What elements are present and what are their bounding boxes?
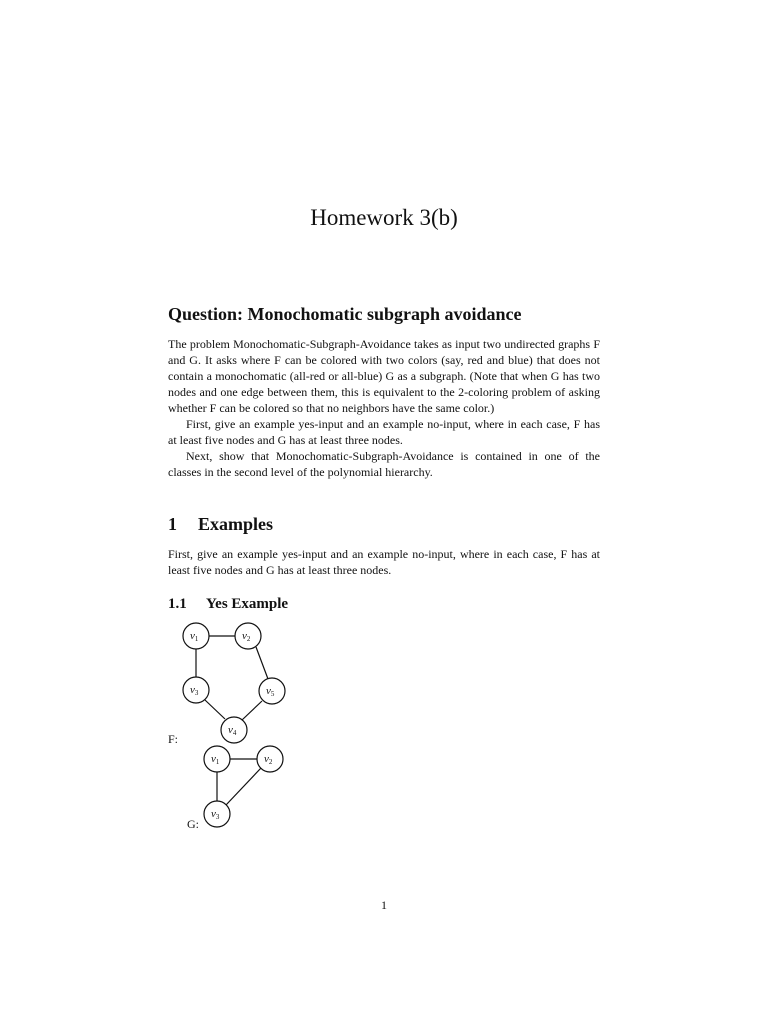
graph-g-node-label: v3 (211, 808, 220, 821)
graph-g-node-label: v1 (211, 753, 220, 766)
document-title: Homework 3(b) (310, 205, 458, 230)
graph-f-edge (256, 647, 268, 679)
graph-f-node-label: v5 (266, 685, 275, 698)
question-body (168, 336, 600, 480)
graph-f-edge (242, 701, 262, 720)
graph-g-node-label: v2 (264, 753, 273, 766)
question-paragraph-3: Next, show that Monochomatic-Subgraph-Avoidance is contained in one of the classes in the second level of the polynomial hierarchy. (168, 449, 600, 479)
graph-f-label: F: (168, 732, 179, 746)
graph-f-node-label: v3 (190, 684, 199, 697)
section-title: Examples (198, 514, 274, 534)
subsection-number: 1.1 (168, 596, 187, 612)
graph-f-edge (205, 700, 225, 719)
graph-f-node-label: v4 (228, 724, 237, 737)
graph-g-edge (226, 768, 261, 805)
section-number: 1 (168, 514, 177, 534)
question-paragraph-1: The problem Monochomatic-Subgraph-Avoidance takes as input two undirected graphs F and G. It asks where F can be colored with two colors (say, red and blue) that does not contain a monochomatic (all-red or all-blue) G as a subgraph. (Note that when G has two nodes and one edge between them, this is equivalent to the 2-coloring problem of asking whether F can be colored so that no neighbors have the same color.) (168, 337, 600, 415)
subsection-title: Yes Example (206, 596, 289, 612)
question-heading: Question: Monochomatic subgraph avoidance (168, 304, 522, 324)
graph-f-node-label: v1 (190, 630, 199, 643)
graph-f-node-label: v2 (242, 630, 251, 643)
section-heading (168, 514, 273, 535)
question-paragraph-2: First, give an example yes-input and an example no-input, where in each case, F has at least five nodes and G has at least three nodes. (168, 417, 600, 447)
graph-g-label: G: (187, 817, 199, 831)
section-paragraph (168, 546, 600, 578)
page-number: 1 (381, 898, 387, 912)
graph-g-diagram (190, 735, 300, 835)
section-paragraph-text: First, give an example yes-input and an example no-input, where in each case, F has at least five nodes and G has at least three nodes. (168, 547, 600, 577)
